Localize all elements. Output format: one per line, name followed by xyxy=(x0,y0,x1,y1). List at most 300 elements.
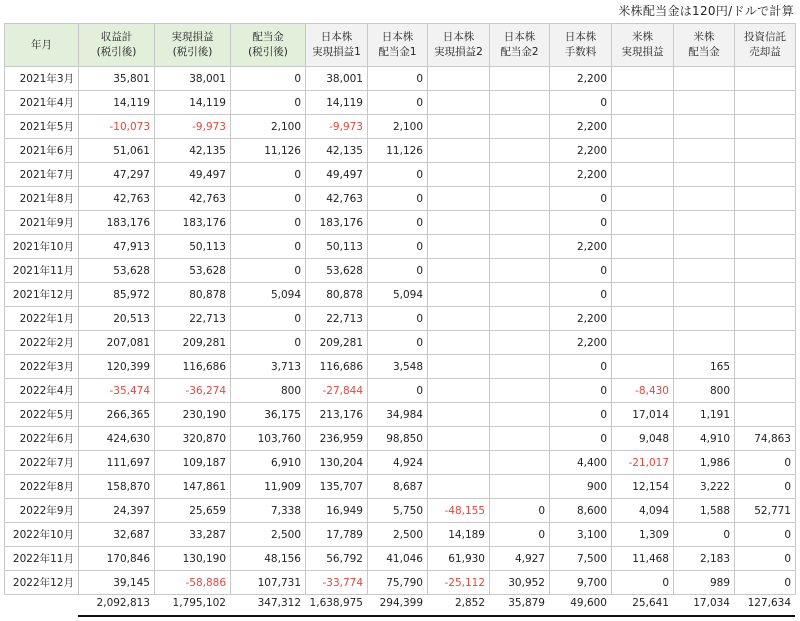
value-cell: 2,200 xyxy=(550,139,612,163)
value-cell: 49,497 xyxy=(155,163,231,187)
value-cell: 800 xyxy=(674,379,735,403)
value-cell: 47,297 xyxy=(79,163,155,187)
value-cell xyxy=(428,283,490,307)
value-cell: 42,135 xyxy=(155,139,231,163)
value-cell: 2,200 xyxy=(550,115,612,139)
value-cell: 116,686 xyxy=(155,355,231,379)
value-cell xyxy=(428,331,490,355)
exchange-rate-note: 米株配当金は120円/ドルで計算 xyxy=(618,4,794,18)
value-cell: 130,204 xyxy=(306,451,368,475)
value-cell: 0 xyxy=(550,379,612,403)
value-cell: 30,952 xyxy=(490,571,550,595)
value-cell: 14,189 xyxy=(428,523,490,547)
value-cell: 158,870 xyxy=(79,475,155,499)
value-cell xyxy=(490,283,550,307)
value-cell: 17,014 xyxy=(612,403,674,427)
value-cell xyxy=(428,475,490,499)
value-cell: 22,713 xyxy=(306,307,368,331)
value-cell xyxy=(490,427,550,451)
table-row xyxy=(5,211,796,235)
value-cell: 0 xyxy=(735,571,796,595)
total-cell: 1,795,102 xyxy=(172,597,226,609)
value-cell: -8,430 xyxy=(612,379,674,403)
value-cell: 8,600 xyxy=(550,499,612,523)
month-cell: 2021年8月 xyxy=(5,187,79,211)
value-cell: 0 xyxy=(368,307,428,331)
table-row xyxy=(5,547,796,571)
value-cell xyxy=(428,163,490,187)
value-cell: 6,910 xyxy=(231,451,306,475)
column-header-line1: 米株 xyxy=(632,31,653,43)
value-cell: 183,176 xyxy=(155,211,231,235)
value-cell xyxy=(612,67,674,91)
value-cell: -9,973 xyxy=(306,115,368,139)
value-cell: 7,500 xyxy=(550,547,612,571)
table-row xyxy=(5,259,796,283)
total-cell: 1,638,975 xyxy=(309,597,363,609)
value-cell xyxy=(735,91,796,115)
total-cell: 49,600 xyxy=(570,597,607,609)
value-cell: 16,949 xyxy=(306,499,368,523)
month-cell: 2021年12月 xyxy=(5,283,79,307)
value-cell: 11,126 xyxy=(231,139,306,163)
value-cell: 48,156 xyxy=(231,547,306,571)
value-cell: 61,930 xyxy=(428,547,490,571)
value-cell: 0 xyxy=(550,283,612,307)
value-cell xyxy=(428,67,490,91)
value-cell xyxy=(674,235,735,259)
value-cell: 74,863 xyxy=(735,427,796,451)
value-cell: 1,309 xyxy=(612,523,674,547)
column-header xyxy=(306,24,368,67)
column-header-line1: 米株 xyxy=(693,31,715,43)
column-header xyxy=(490,24,550,67)
value-cell xyxy=(490,451,550,475)
value-cell: 0 xyxy=(231,187,306,211)
value-cell: 2,200 xyxy=(550,235,612,259)
value-cell xyxy=(490,67,550,91)
month-cell: 2021年11月 xyxy=(5,259,79,283)
value-cell xyxy=(612,139,674,163)
value-cell: 56,792 xyxy=(306,547,368,571)
total-cell: 25,641 xyxy=(632,597,669,609)
totals-double-rule xyxy=(78,615,795,617)
value-cell: 14,119 xyxy=(306,91,368,115)
value-cell xyxy=(735,307,796,331)
value-cell xyxy=(674,163,735,187)
value-cell: 1,986 xyxy=(674,451,735,475)
column-header-line1: 収益計 xyxy=(100,31,133,43)
total-cell: 2,852 xyxy=(454,597,485,609)
table-row xyxy=(5,235,796,259)
value-cell xyxy=(490,475,550,499)
header-row xyxy=(5,24,796,67)
value-cell: 4,094 xyxy=(612,499,674,523)
value-cell xyxy=(490,211,550,235)
value-cell: 49,497 xyxy=(306,163,368,187)
value-cell: 24,397 xyxy=(79,499,155,523)
value-cell: 230,190 xyxy=(155,403,231,427)
value-cell xyxy=(612,283,674,307)
value-cell: 0 xyxy=(368,211,428,235)
value-cell: 22,713 xyxy=(155,307,231,331)
value-cell: 0 xyxy=(368,91,428,115)
table-row xyxy=(5,163,796,187)
value-cell: 0 xyxy=(231,91,306,115)
value-cell xyxy=(735,163,796,187)
column-header xyxy=(735,24,796,67)
value-cell xyxy=(428,259,490,283)
column-header-line2: 実現損益 xyxy=(621,46,664,58)
value-cell: 0 xyxy=(231,211,306,235)
value-cell: 320,870 xyxy=(155,427,231,451)
month-cell: 2022年1月 xyxy=(5,307,79,331)
value-cell: -48,155 xyxy=(428,499,490,523)
table-row xyxy=(5,187,796,211)
value-cell: 900 xyxy=(550,475,612,499)
value-cell: 38,001 xyxy=(155,67,231,91)
totals-row xyxy=(4,592,795,614)
value-cell xyxy=(612,163,674,187)
value-cell: 42,763 xyxy=(306,187,368,211)
value-cell: 14,119 xyxy=(79,91,155,115)
column-header xyxy=(368,24,428,67)
value-cell: 5,094 xyxy=(368,283,428,307)
value-cell xyxy=(674,331,735,355)
column-header-line2: 配当金2 xyxy=(500,46,539,58)
column-header-line2: 実現損益2 xyxy=(434,46,483,58)
value-cell xyxy=(428,187,490,211)
value-cell: 25,659 xyxy=(155,499,231,523)
value-cell: -10,073 xyxy=(79,115,155,139)
value-cell xyxy=(490,307,550,331)
column-header-line1: 実現損益 xyxy=(171,31,214,43)
value-cell: 2,500 xyxy=(368,523,428,547)
value-cell xyxy=(428,403,490,427)
value-cell: 1,191 xyxy=(674,403,735,427)
table-row xyxy=(5,571,796,595)
value-cell xyxy=(612,259,674,283)
value-cell xyxy=(490,259,550,283)
column-header-line2: (税引後) xyxy=(248,46,288,58)
total-cell: 347,312 xyxy=(257,597,301,609)
value-cell: -9,973 xyxy=(155,115,231,139)
table-row xyxy=(5,499,796,523)
month-cell: 2021年6月 xyxy=(5,139,79,163)
value-cell: 2,100 xyxy=(368,115,428,139)
value-cell: 20,513 xyxy=(79,307,155,331)
column-header xyxy=(155,24,231,67)
month-cell: 2022年5月 xyxy=(5,403,79,427)
value-cell: 0 xyxy=(368,259,428,283)
column-header-line1: 日本株 xyxy=(381,31,414,43)
value-cell: 0 xyxy=(550,427,612,451)
value-cell: 0 xyxy=(368,187,428,211)
column-header-line1: 日本株 xyxy=(503,31,536,43)
month-cell: 2022年2月 xyxy=(5,331,79,355)
month-cell: 2022年10月 xyxy=(5,523,79,547)
column-header-line1: 日本株 xyxy=(564,31,597,43)
column-header xyxy=(550,24,612,67)
value-cell: 17,789 xyxy=(306,523,368,547)
month-cell: 2022年12月 xyxy=(5,571,79,595)
value-cell: 0 xyxy=(735,475,796,499)
value-cell: -36,274 xyxy=(155,379,231,403)
value-cell: -21,017 xyxy=(612,451,674,475)
value-cell: 209,281 xyxy=(155,331,231,355)
value-cell: -58,886 xyxy=(155,571,231,595)
total-cell: 294,399 xyxy=(379,597,423,609)
value-cell xyxy=(674,283,735,307)
table-row xyxy=(5,427,796,451)
value-cell: 41,046 xyxy=(368,547,428,571)
value-cell: 0 xyxy=(550,187,612,211)
month-cell: 2022年6月 xyxy=(5,427,79,451)
value-cell xyxy=(674,259,735,283)
value-cell: 213,176 xyxy=(306,403,368,427)
total-cell: 17,034 xyxy=(693,597,730,609)
value-cell xyxy=(674,115,735,139)
value-cell xyxy=(490,139,550,163)
value-cell: 85,972 xyxy=(79,283,155,307)
value-cell xyxy=(735,259,796,283)
column-header-line2: (税引後) xyxy=(96,46,137,58)
column-header-line1: 日本株 xyxy=(442,31,475,43)
column-header xyxy=(428,24,490,67)
column-header-line1: 配当金 xyxy=(252,31,284,43)
value-cell xyxy=(428,427,490,451)
column-header-line2: 手数料 xyxy=(564,46,597,58)
value-cell: 111,697 xyxy=(79,451,155,475)
column-header-line2: 配当金1 xyxy=(378,46,417,58)
value-cell xyxy=(612,211,674,235)
month-cell: 2022年7月 xyxy=(5,451,79,475)
value-cell xyxy=(735,187,796,211)
value-cell: 0 xyxy=(368,331,428,355)
value-cell: 0 xyxy=(735,547,796,571)
value-cell: 0 xyxy=(735,523,796,547)
value-cell xyxy=(428,379,490,403)
month-cell: 2021年9月 xyxy=(5,211,79,235)
value-cell xyxy=(735,355,796,379)
value-cell: 116,686 xyxy=(306,355,368,379)
value-cell: -25,112 xyxy=(428,571,490,595)
value-cell: 0 xyxy=(674,523,735,547)
table-row xyxy=(5,283,796,307)
value-cell: 12,154 xyxy=(612,475,674,499)
value-cell xyxy=(612,331,674,355)
column-header-line2: 配当金 xyxy=(688,46,720,58)
value-cell: 53,628 xyxy=(155,259,231,283)
month-cell: 2022年9月 xyxy=(5,499,79,523)
value-cell xyxy=(428,451,490,475)
value-cell xyxy=(490,91,550,115)
month-cell: 2021年4月 xyxy=(5,91,79,115)
value-cell xyxy=(490,379,550,403)
value-cell: 130,190 xyxy=(155,547,231,571)
value-cell: -33,774 xyxy=(306,571,368,595)
value-cell: 5,094 xyxy=(231,283,306,307)
month-cell: 2022年8月 xyxy=(5,475,79,499)
value-cell: 2,183 xyxy=(674,547,735,571)
table-body xyxy=(5,67,796,595)
value-cell: 80,878 xyxy=(155,283,231,307)
value-cell xyxy=(735,235,796,259)
table-row xyxy=(5,331,796,355)
table-row xyxy=(5,403,796,427)
value-cell xyxy=(735,115,796,139)
value-cell: 0 xyxy=(231,331,306,355)
value-cell: 47,913 xyxy=(79,235,155,259)
value-cell: 165 xyxy=(674,355,735,379)
value-cell: 42,763 xyxy=(79,187,155,211)
value-cell: 2,200 xyxy=(550,307,612,331)
value-cell: 2,100 xyxy=(231,115,306,139)
value-cell: 0 xyxy=(550,211,612,235)
income-table xyxy=(4,23,796,595)
value-cell xyxy=(490,403,550,427)
value-cell: 0 xyxy=(490,499,550,523)
month-cell: 2022年4月 xyxy=(5,379,79,403)
value-cell: 42,135 xyxy=(306,139,368,163)
value-cell: 1,588 xyxy=(674,499,735,523)
table-row xyxy=(5,379,796,403)
value-cell xyxy=(612,307,674,331)
value-cell xyxy=(735,67,796,91)
value-cell: 2,200 xyxy=(550,331,612,355)
value-cell xyxy=(735,379,796,403)
value-cell: 4,910 xyxy=(674,427,735,451)
value-cell: 98,850 xyxy=(368,427,428,451)
value-cell xyxy=(735,139,796,163)
value-cell: 3,222 xyxy=(674,475,735,499)
value-cell xyxy=(428,139,490,163)
value-cell xyxy=(612,115,674,139)
table-row xyxy=(5,67,796,91)
value-cell: 11,126 xyxy=(368,139,428,163)
value-cell: 80,878 xyxy=(306,283,368,307)
value-cell: 0 xyxy=(231,259,306,283)
value-cell: 0 xyxy=(231,307,306,331)
value-cell: 0 xyxy=(231,163,306,187)
value-cell xyxy=(490,331,550,355)
value-cell xyxy=(735,403,796,427)
value-cell xyxy=(428,91,490,115)
value-cell: 4,400 xyxy=(550,451,612,475)
table-row xyxy=(5,523,796,547)
value-cell: 11,909 xyxy=(231,475,306,499)
value-cell xyxy=(612,91,674,115)
value-cell: -35,474 xyxy=(79,379,155,403)
value-cell xyxy=(428,235,490,259)
value-cell: 2,200 xyxy=(550,163,612,187)
column-header-line2: 売却益 xyxy=(749,46,781,58)
value-cell: 4,924 xyxy=(368,451,428,475)
value-cell: 50,113 xyxy=(306,235,368,259)
value-cell xyxy=(428,307,490,331)
value-cell: 120,399 xyxy=(79,355,155,379)
value-cell xyxy=(428,115,490,139)
value-cell: 53,628 xyxy=(79,259,155,283)
value-cell: 147,861 xyxy=(155,475,231,499)
total-cell xyxy=(4,592,78,614)
column-header-line1: 投資信託 xyxy=(744,31,786,43)
total-cell: 2,092,813 xyxy=(96,597,150,609)
value-cell: 424,630 xyxy=(79,427,155,451)
value-cell: 800 xyxy=(231,379,306,403)
month-cell: 2022年3月 xyxy=(5,355,79,379)
value-cell: 3,100 xyxy=(550,523,612,547)
value-cell: 0 xyxy=(550,403,612,427)
value-cell xyxy=(674,139,735,163)
value-cell: 53,628 xyxy=(306,259,368,283)
column-header-line2: 実現損益1 xyxy=(312,46,361,58)
value-cell: 0 xyxy=(368,235,428,259)
value-cell: 9,048 xyxy=(612,427,674,451)
value-cell: 3,548 xyxy=(368,355,428,379)
value-cell: 2,200 xyxy=(550,67,612,91)
table-row xyxy=(5,139,796,163)
value-cell: 183,176 xyxy=(306,211,368,235)
month-cell: 2022年11月 xyxy=(5,547,79,571)
value-cell: 0 xyxy=(735,451,796,475)
value-cell: 0 xyxy=(368,67,428,91)
column-header xyxy=(5,24,79,67)
value-cell: 183,176 xyxy=(79,211,155,235)
value-cell xyxy=(674,211,735,235)
column-header-line2: (税引後) xyxy=(172,46,213,58)
value-cell: 36,175 xyxy=(231,403,306,427)
table-row xyxy=(5,115,796,139)
month-cell: 2021年5月 xyxy=(5,115,79,139)
value-cell: 35,801 xyxy=(79,67,155,91)
value-cell: 9,700 xyxy=(550,571,612,595)
value-cell xyxy=(490,115,550,139)
value-cell xyxy=(674,67,735,91)
value-cell: 14,119 xyxy=(155,91,231,115)
value-cell xyxy=(490,355,550,379)
table-row xyxy=(5,91,796,115)
value-cell: 50,113 xyxy=(155,235,231,259)
value-cell xyxy=(674,91,735,115)
value-cell: 107,731 xyxy=(231,571,306,595)
value-cell: 266,365 xyxy=(79,403,155,427)
value-cell: 170,846 xyxy=(79,547,155,571)
value-cell: 0 xyxy=(231,235,306,259)
total-cell: 35,879 xyxy=(508,597,545,609)
value-cell xyxy=(735,283,796,307)
totals-table xyxy=(4,592,795,614)
value-cell: 34,984 xyxy=(368,403,428,427)
value-cell: 0 xyxy=(490,523,550,547)
table-row xyxy=(5,355,796,379)
value-cell: 0 xyxy=(612,571,674,595)
value-cell: 4,927 xyxy=(490,547,550,571)
value-cell: 51,061 xyxy=(79,139,155,163)
column-header-line1: 年月 xyxy=(31,38,52,51)
value-cell: 0 xyxy=(550,355,612,379)
month-cell: 2021年10月 xyxy=(5,235,79,259)
value-cell: 207,081 xyxy=(79,331,155,355)
value-cell xyxy=(612,235,674,259)
value-cell xyxy=(735,211,796,235)
value-cell: 38,001 xyxy=(306,67,368,91)
value-cell xyxy=(428,211,490,235)
value-cell xyxy=(490,235,550,259)
table-row xyxy=(5,475,796,499)
table-row xyxy=(5,451,796,475)
value-cell: 39,145 xyxy=(79,571,155,595)
